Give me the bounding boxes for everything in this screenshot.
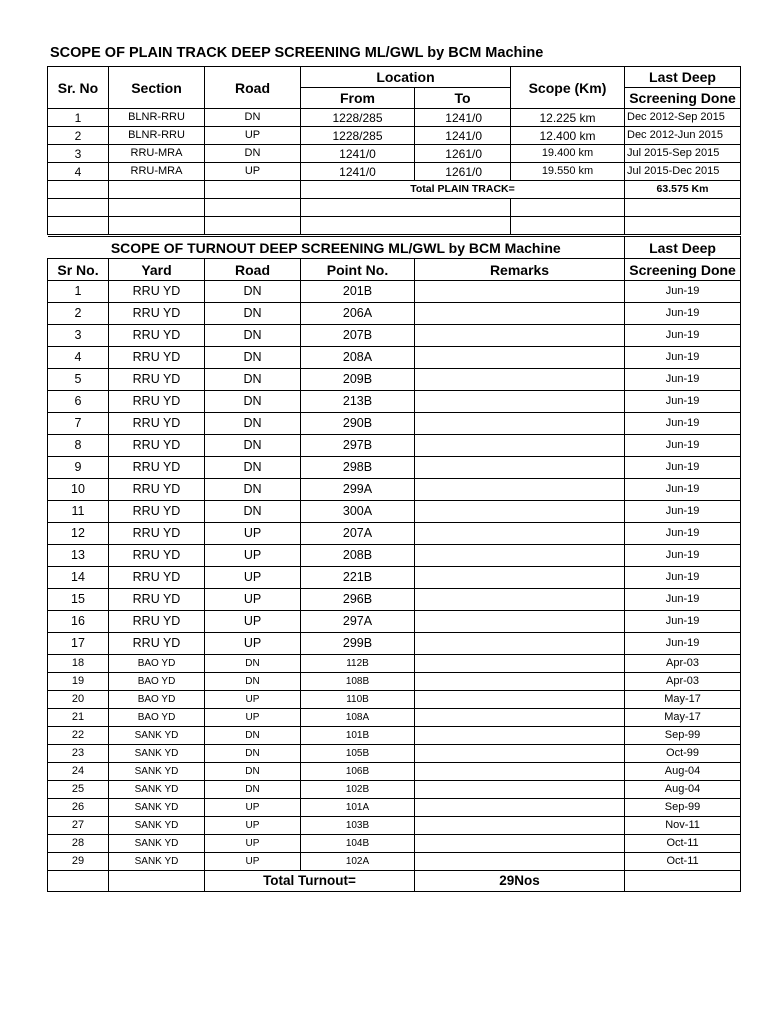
turnout-cell-road: DN	[205, 673, 301, 691]
turnout-cell-date: Oct-11	[625, 853, 741, 871]
turnout-cell-yard: SANK YD	[109, 799, 205, 817]
turnout-cell-yard: RRU YD	[109, 501, 205, 523]
plain-cell-to: 1241/0	[415, 127, 511, 145]
turnout-cell-road: DN	[205, 413, 301, 435]
plain-cell-section: BLNR-RRU	[109, 109, 205, 127]
turnout-cell-yard: RRU YD	[109, 413, 205, 435]
turnout-cell-point: 221B	[301, 567, 415, 589]
turnout-cell-point: 299B	[301, 633, 415, 655]
turnout-cell-sr: 18	[48, 655, 109, 673]
turnout-cell-point: 104B	[301, 835, 415, 853]
turnout-cell-point: 296B	[301, 589, 415, 611]
turnout-row	[48, 673, 741, 691]
turnout-cell-remarks	[415, 589, 625, 611]
turnout-cell-remarks	[415, 567, 625, 589]
turnout-row	[48, 691, 741, 709]
header-location: Location	[301, 67, 511, 88]
plain-cell-sr: 2	[48, 127, 109, 145]
turnout-cell-yard: BAO YD	[109, 691, 205, 709]
header-road: Road	[205, 67, 301, 109]
turnout-cell-road: UP	[205, 691, 301, 709]
turnout-row	[48, 633, 741, 655]
turnout-cell-yard: RRU YD	[109, 457, 205, 479]
turnout-cell-date: Jun-19	[625, 479, 741, 501]
turnout-cell-point: 105B	[301, 745, 415, 763]
turnout-cell-date: Jun-19	[625, 589, 741, 611]
turnout-cell-road: DN	[205, 727, 301, 745]
turnout-cell-date: Sep-99	[625, 799, 741, 817]
turnout-cell-point: 101B	[301, 727, 415, 745]
turnout-cell-date: Nov-11	[625, 817, 741, 835]
plain-cell-from: 1228/285	[301, 127, 415, 145]
turnout-cell-remarks	[415, 673, 625, 691]
turnout-cell-date: May-17	[625, 691, 741, 709]
turnout-cell-point: 300A	[301, 501, 415, 523]
plain-cell-sr: 3	[48, 145, 109, 163]
header-screening-done: Screening Done	[625, 88, 741, 109]
turnout-cell-road: UP	[205, 709, 301, 727]
turnout-cell-yard: BAO YD	[109, 673, 205, 691]
turnout-cell-point: 298B	[301, 457, 415, 479]
turnout-cell-remarks	[415, 391, 625, 413]
turnout-cell-date: May-17	[625, 709, 741, 727]
plain-cell-last: Jul 2015-Dec 2015	[625, 163, 741, 181]
turnout-cell-sr: 17	[48, 633, 109, 655]
turnout-cell-road: UP	[205, 611, 301, 633]
turnout-cell-remarks	[415, 691, 625, 709]
turnout-cell-sr: 2	[48, 303, 109, 325]
turnout-cell-date: Jun-19	[625, 611, 741, 633]
plain-cell-last: Dec 2012-Sep 2015	[625, 109, 741, 127]
header-yard: Yard	[109, 259, 205, 281]
turnout-cell-point: 112B	[301, 655, 415, 673]
plain-cell-from: 1241/0	[301, 163, 415, 181]
turnout-cell-road: DN	[205, 457, 301, 479]
turnout-cell-yard: SANK YD	[109, 763, 205, 781]
plain-cell-scope: 12.225 km	[511, 109, 625, 127]
turnout-cell-road: DN	[205, 325, 301, 347]
turnout-cell-sr: 16	[48, 611, 109, 633]
turnout-cell-point: 102B	[301, 781, 415, 799]
turnout-cell-point: 297B	[301, 435, 415, 457]
turnout-cell-sr: 20	[48, 691, 109, 709]
turnout-cell-yard: RRU YD	[109, 545, 205, 567]
turnout-cell-yard: RRU YD	[109, 611, 205, 633]
turnout-cell-date: Jun-19	[625, 523, 741, 545]
turnout-cell-yard: RRU YD	[109, 369, 205, 391]
turnout-row	[48, 709, 741, 727]
turnout-row	[48, 567, 741, 589]
turnout-cell-road: DN	[205, 347, 301, 369]
turnout-cell-point: 208B	[301, 545, 415, 567]
turnout-cell-yard: RRU YD	[109, 391, 205, 413]
turnout-cell-road: DN	[205, 281, 301, 303]
turnout-cell-remarks	[415, 835, 625, 853]
turnout-row	[48, 611, 741, 633]
turnout-cell-yard: RRU YD	[109, 479, 205, 501]
turnout-cell-remarks	[415, 281, 625, 303]
plain-total-value: 63.575 Km	[625, 181, 741, 199]
turnout-cell-date: Jun-19	[625, 369, 741, 391]
turnout-title: SCOPE OF TURNOUT DEEP SCREENING ML/GWL by BCM Machine	[48, 237, 625, 259]
turnout-cell-yard: RRU YD	[109, 523, 205, 545]
turnout-cell-road: DN	[205, 391, 301, 413]
turnout-row	[48, 479, 741, 501]
plain-cell-sr: 1	[48, 109, 109, 127]
turnout-row	[48, 853, 741, 871]
turnout-cell-date: Aug-04	[625, 763, 741, 781]
turnout-cell-sr: 10	[48, 479, 109, 501]
plain-cell-last: Jul 2015-Sep 2015	[625, 145, 741, 163]
turnout-cell-date: Jun-19	[625, 347, 741, 369]
turnout-cell-point: 108B	[301, 673, 415, 691]
turnout-cell-remarks	[415, 347, 625, 369]
plain-row	[48, 163, 741, 181]
turnout-cell-date: Jun-19	[625, 545, 741, 567]
turnout-cell-sr: 7	[48, 413, 109, 435]
turnout-cell-road: DN	[205, 435, 301, 457]
turnout-row	[48, 745, 741, 763]
header-last-deep: Last Deep	[625, 67, 741, 88]
turnout-row	[48, 589, 741, 611]
turnout-cell-sr: 4	[48, 347, 109, 369]
turnout-cell-point: 213B	[301, 391, 415, 413]
turnout-row	[48, 799, 741, 817]
turnout-cell-remarks	[415, 853, 625, 871]
turnout-cell-sr: 1	[48, 281, 109, 303]
turnout-row	[48, 781, 741, 799]
turnout-row	[48, 817, 741, 835]
turnout-cell-sr: 23	[48, 745, 109, 763]
turnout-cell-road: DN	[205, 655, 301, 673]
turnout-cell-remarks	[415, 413, 625, 435]
turnout-cell-remarks	[415, 545, 625, 567]
header-point-no: Point No.	[301, 259, 415, 281]
turnout-cell-date: Oct-11	[625, 835, 741, 853]
turnout-cell-point: 102A	[301, 853, 415, 871]
turnout-cell-road: DN	[205, 501, 301, 523]
turnout-cell-remarks	[415, 435, 625, 457]
plain-total-label: Total PLAIN TRACK=	[301, 181, 625, 199]
turnout-cell-sr: 5	[48, 369, 109, 391]
turnout-cell-date: Jun-19	[625, 501, 741, 523]
turnout-row	[48, 325, 741, 347]
plain-cell-scope: 12.400 km	[511, 127, 625, 145]
turnout-cell-yard: RRU YD	[109, 325, 205, 347]
turnout-cell-yard: RRU YD	[109, 633, 205, 655]
turnout-cell-remarks	[415, 479, 625, 501]
plain-track-title: SCOPE OF PLAIN TRACK DEEP SCREENING ML/GWL by BCM Machine	[50, 45, 544, 61]
turnout-cell-date: Jun-19	[625, 303, 741, 325]
turnout-cell-yard: RRU YD	[109, 303, 205, 325]
turnout-cell-date: Jun-19	[625, 281, 741, 303]
turnout-cell-remarks	[415, 633, 625, 655]
turnout-cell-remarks	[415, 501, 625, 523]
turnout-cell-point: 208A	[301, 347, 415, 369]
turnout-cell-road: UP	[205, 835, 301, 853]
plain-row	[48, 109, 741, 127]
turnout-cell-yard: SANK YD	[109, 745, 205, 763]
turnout-cell-road: UP	[205, 523, 301, 545]
turnout-cell-sr: 26	[48, 799, 109, 817]
turnout-cell-yard: SANK YD	[109, 835, 205, 853]
turnout-cell-point: 206A	[301, 303, 415, 325]
turnout-row	[48, 303, 741, 325]
plain-cell-section: RRU-MRA	[109, 163, 205, 181]
turnout-cell-sr: 15	[48, 589, 109, 611]
turnout-row	[48, 523, 741, 545]
header-road-2: Road	[205, 259, 301, 281]
turnout-cell-road: UP	[205, 633, 301, 655]
turnout-cell-point: 299A	[301, 479, 415, 501]
turnout-cell-remarks	[415, 325, 625, 347]
turnout-cell-sr: 27	[48, 817, 109, 835]
turnout-row	[48, 281, 741, 303]
turnout-row	[48, 545, 741, 567]
header-remarks: Remarks	[415, 259, 625, 281]
turnout-cell-yard: SANK YD	[109, 781, 205, 799]
turnout-cell-road: UP	[205, 567, 301, 589]
plain-cell-from: 1228/285	[301, 109, 415, 127]
turnout-cell-remarks	[415, 799, 625, 817]
turnout-cell-yard: BAO YD	[109, 655, 205, 673]
turnout-cell-sr: 12	[48, 523, 109, 545]
turnout-cell-yard: BAO YD	[109, 709, 205, 727]
turnout-cell-date: Jun-19	[625, 633, 741, 655]
turnout-cell-remarks	[415, 611, 625, 633]
plain-cell-road: UP	[205, 163, 301, 181]
turnout-cell-date: Aug-04	[625, 781, 741, 799]
turnout-cell-date: Sep-99	[625, 727, 741, 745]
turnout-row	[48, 369, 741, 391]
turnout-cell-remarks	[415, 745, 625, 763]
turnout-cell-remarks	[415, 763, 625, 781]
turnout-row	[48, 391, 741, 413]
turnout-cell-point: 207B	[301, 325, 415, 347]
plain-cell-scope: 19.400 km	[511, 145, 625, 163]
turnout-cell-point: 207A	[301, 523, 415, 545]
turnout-cell-point: 108A	[301, 709, 415, 727]
turnout-total-label: Total Turnout=	[205, 871, 415, 892]
turnout-cell-date: Jun-19	[625, 325, 741, 347]
plain-cell-road: UP	[205, 127, 301, 145]
turnout-row	[48, 763, 741, 781]
turnout-cell-remarks	[415, 817, 625, 835]
turnout-row	[48, 347, 741, 369]
plain-cell-last: Dec 2012-Jun 2015	[625, 127, 741, 145]
header-sr-no: Sr. No	[48, 67, 109, 109]
turnout-cell-date: Jun-19	[625, 457, 741, 479]
turnout-cell-yard: RRU YD	[109, 281, 205, 303]
header-from: From	[301, 88, 415, 109]
plain-row	[48, 127, 741, 145]
header-last-deep-2: Last Deep	[625, 237, 741, 259]
turnout-table	[47, 236, 741, 892]
turnout-cell-date: Jun-19	[625, 391, 741, 413]
plain-track-table	[47, 66, 741, 235]
turnout-row	[48, 655, 741, 673]
turnout-row	[48, 835, 741, 853]
turnout-cell-date: Jun-19	[625, 435, 741, 457]
turnout-cell-remarks	[415, 369, 625, 391]
turnout-total-value: 29Nos	[415, 871, 625, 892]
plain-cell-from: 1241/0	[301, 145, 415, 163]
turnout-cell-remarks	[415, 727, 625, 745]
turnout-cell-point: 110B	[301, 691, 415, 709]
plain-cell-sr: 4	[48, 163, 109, 181]
turnout-cell-road: UP	[205, 545, 301, 567]
turnout-cell-yard: RRU YD	[109, 435, 205, 457]
plain-cell-to: 1261/0	[415, 145, 511, 163]
plain-cell-road: DN	[205, 109, 301, 127]
turnout-cell-point: 201B	[301, 281, 415, 303]
turnout-cell-remarks	[415, 303, 625, 325]
turnout-cell-sr: 25	[48, 781, 109, 799]
turnout-cell-remarks	[415, 709, 625, 727]
turnout-cell-yard: SANK YD	[109, 853, 205, 871]
plain-row	[48, 145, 741, 163]
header-sr-no-2: Sr No.	[48, 259, 109, 281]
turnout-cell-road: UP	[205, 589, 301, 611]
turnout-cell-sr: 19	[48, 673, 109, 691]
turnout-cell-road: DN	[205, 745, 301, 763]
turnout-cell-sr: 9	[48, 457, 109, 479]
turnout-cell-remarks	[415, 457, 625, 479]
turnout-cell-road: UP	[205, 799, 301, 817]
plain-cell-to: 1241/0	[415, 109, 511, 127]
turnout-cell-sr: 28	[48, 835, 109, 853]
turnout-cell-sr: 8	[48, 435, 109, 457]
turnout-cell-yard: RRU YD	[109, 347, 205, 369]
turnout-cell-date: Apr-03	[625, 655, 741, 673]
header-section: Section	[109, 67, 205, 109]
turnout-cell-remarks	[415, 655, 625, 673]
turnout-row	[48, 413, 741, 435]
plain-cell-road: DN	[205, 145, 301, 163]
plain-cell-section: RRU-MRA	[109, 145, 205, 163]
turnout-row	[48, 501, 741, 523]
turnout-cell-date: Oct-99	[625, 745, 741, 763]
turnout-cell-road: UP	[205, 853, 301, 871]
header-scope: Scope (Km)	[511, 67, 625, 109]
header-screening-done-2: Screening Done	[625, 259, 741, 281]
turnout-cell-road: DN	[205, 369, 301, 391]
turnout-cell-road: DN	[205, 763, 301, 781]
turnout-cell-date: Jun-19	[625, 413, 741, 435]
turnout-cell-remarks	[415, 781, 625, 799]
turnout-cell-road: UP	[205, 817, 301, 835]
turnout-cell-point: 106B	[301, 763, 415, 781]
turnout-cell-yard: RRU YD	[109, 567, 205, 589]
turnout-cell-point: 103B	[301, 817, 415, 835]
turnout-cell-sr: 21	[48, 709, 109, 727]
turnout-cell-sr: 3	[48, 325, 109, 347]
turnout-cell-point: 290B	[301, 413, 415, 435]
turnout-cell-sr: 24	[48, 763, 109, 781]
turnout-cell-sr: 6	[48, 391, 109, 413]
plain-cell-to: 1261/0	[415, 163, 511, 181]
turnout-cell-sr: 14	[48, 567, 109, 589]
turnout-row	[48, 457, 741, 479]
turnout-cell-road: DN	[205, 303, 301, 325]
turnout-cell-point: 101A	[301, 799, 415, 817]
turnout-cell-yard: SANK YD	[109, 727, 205, 745]
turnout-cell-sr: 29	[48, 853, 109, 871]
turnout-cell-road: DN	[205, 479, 301, 501]
turnout-cell-yard: RRU YD	[109, 589, 205, 611]
turnout-cell-date: Apr-03	[625, 673, 741, 691]
turnout-cell-point: 209B	[301, 369, 415, 391]
plain-cell-section: BLNR-RRU	[109, 127, 205, 145]
turnout-cell-point: 297A	[301, 611, 415, 633]
turnout-cell-date: Jun-19	[625, 567, 741, 589]
turnout-cell-sr: 22	[48, 727, 109, 745]
turnout-cell-road: DN	[205, 781, 301, 799]
turnout-cell-remarks	[415, 523, 625, 545]
header-to: To	[415, 88, 511, 109]
turnout-cell-yard: SANK YD	[109, 817, 205, 835]
turnout-cell-sr: 13	[48, 545, 109, 567]
plain-cell-scope: 19.550 km	[511, 163, 625, 181]
turnout-cell-sr: 11	[48, 501, 109, 523]
turnout-row	[48, 727, 741, 745]
turnout-row	[48, 435, 741, 457]
